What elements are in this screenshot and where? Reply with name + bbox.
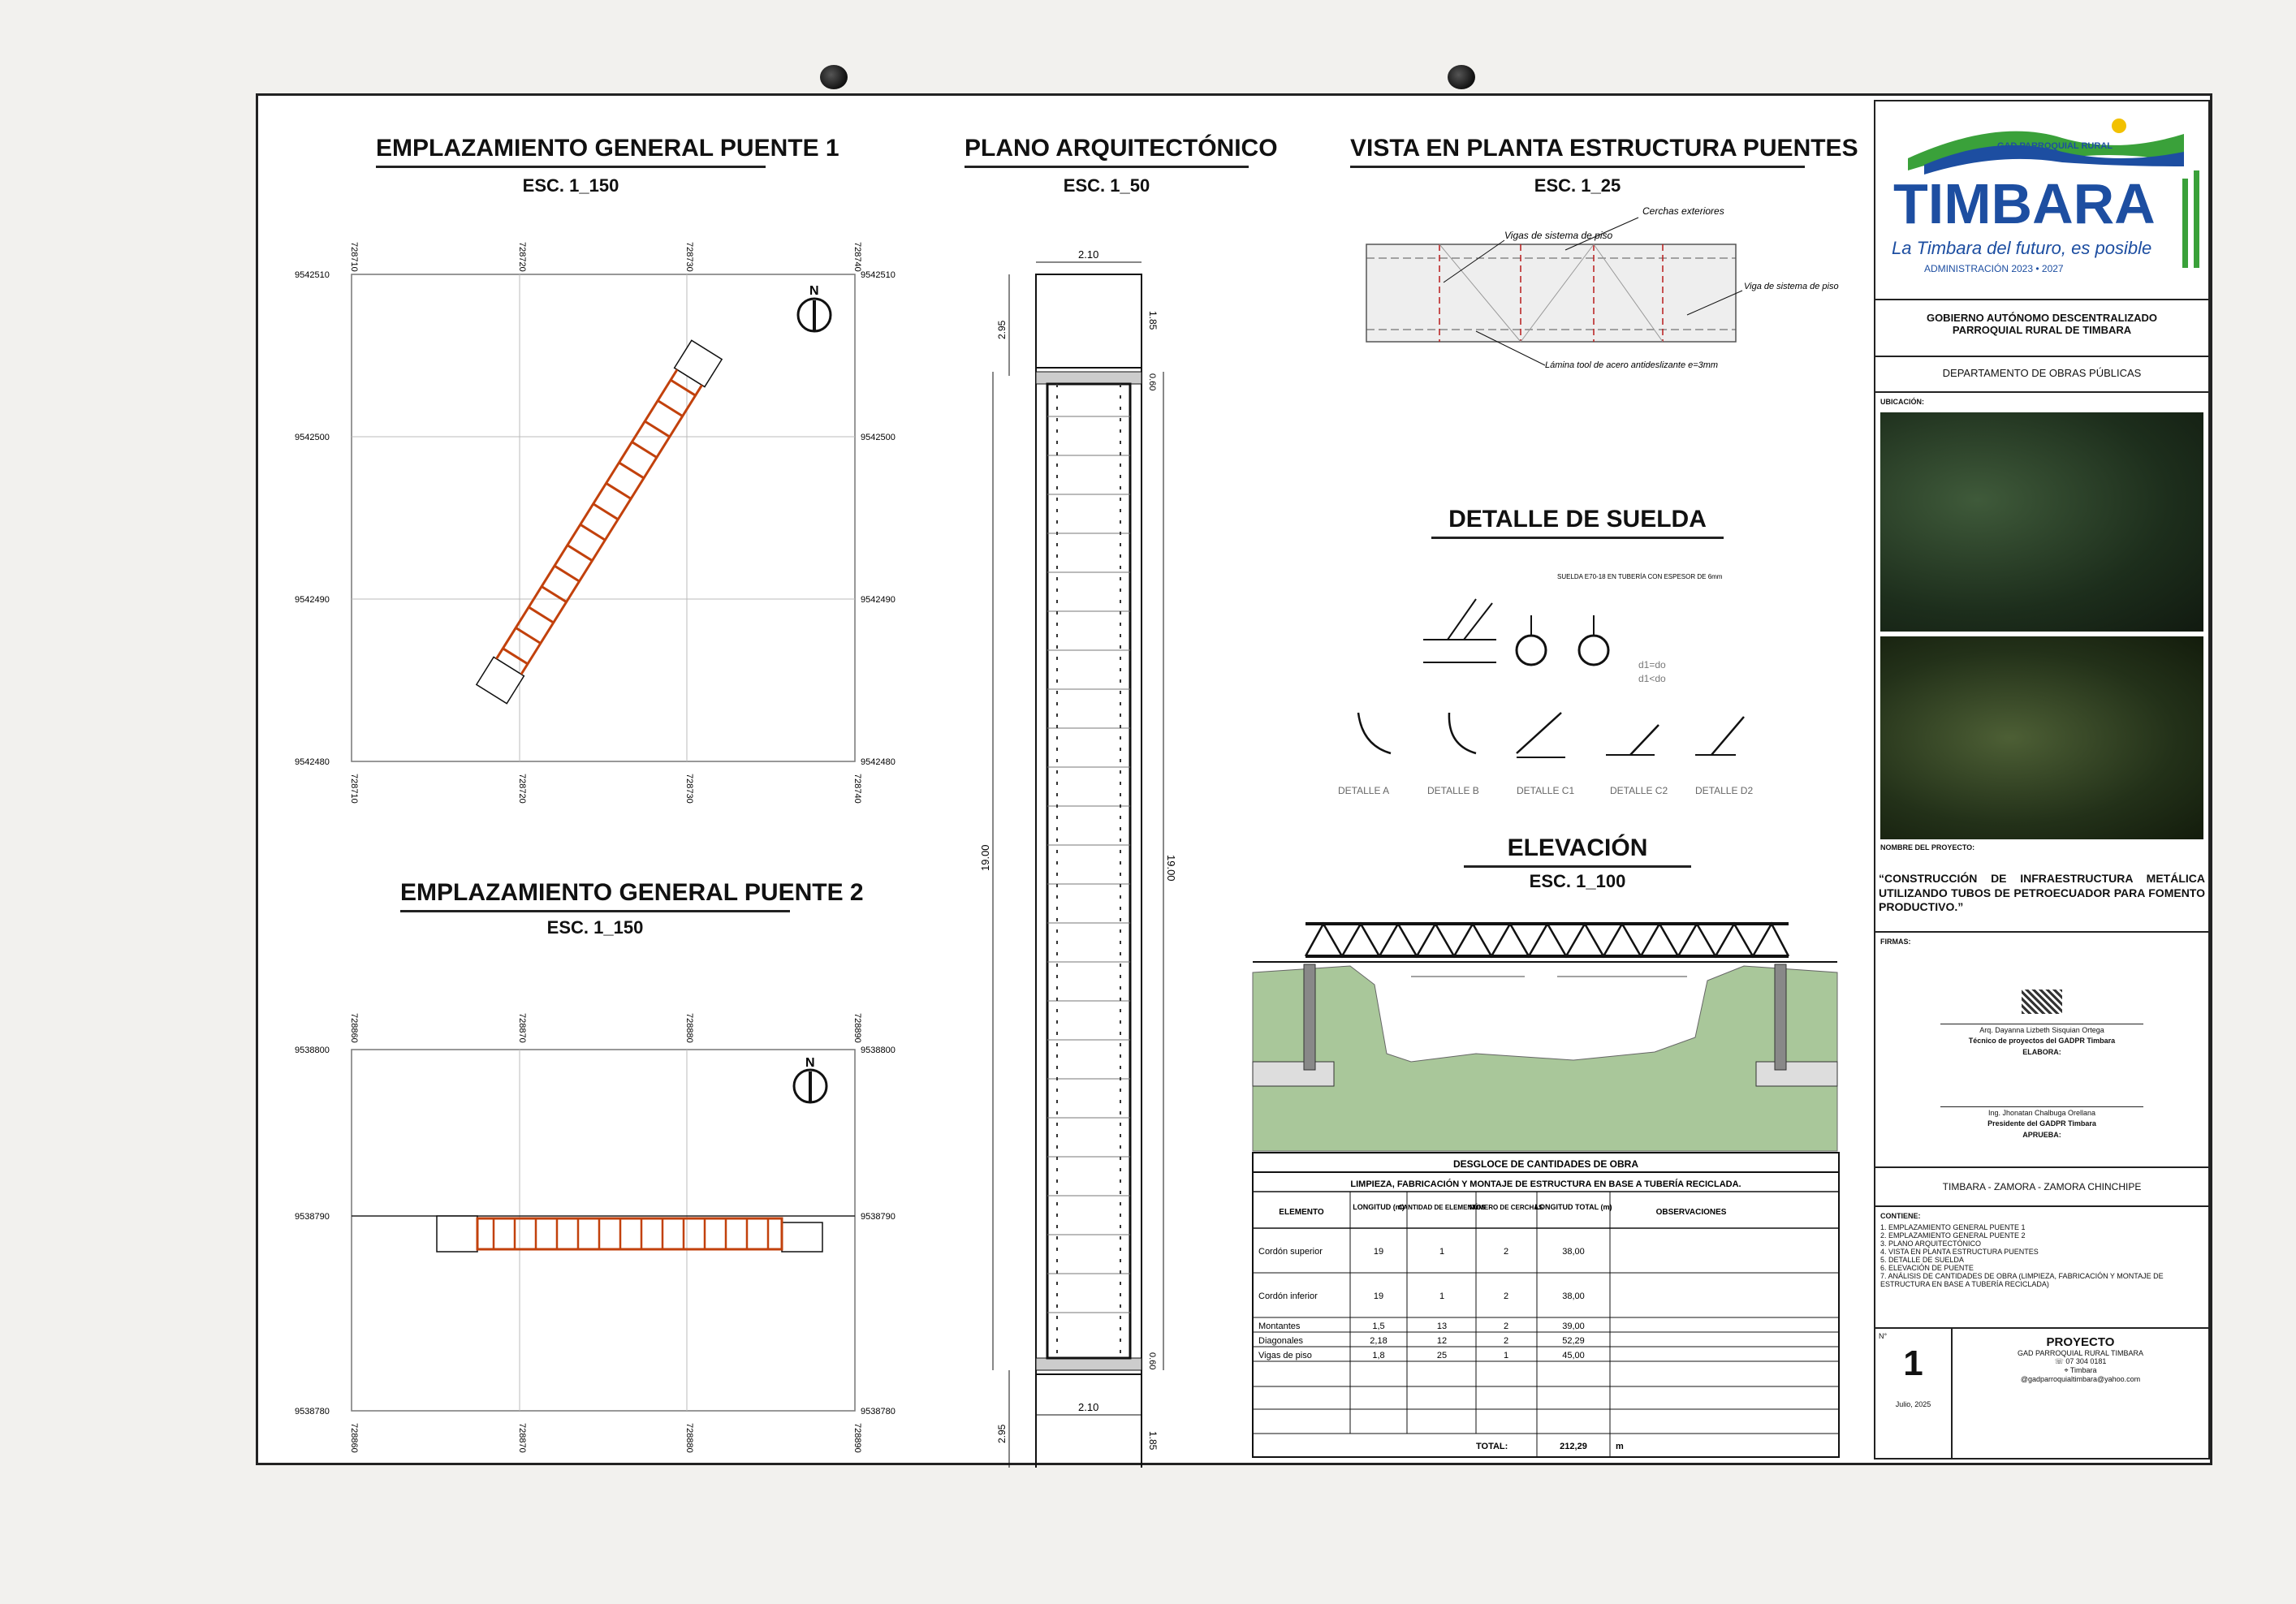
- phone-icon: ☏: [2054, 1357, 2066, 1365]
- location-text: TIMBARA - ZAMORA - ZAMORA CHINCHIPE: [1875, 1168, 2208, 1207]
- quantities-table: [1253, 1153, 1839, 1457]
- weld-detail-a: DETALLE A: [1338, 785, 1390, 796]
- site2-top-label: 728890: [852, 1013, 862, 1043]
- site1-right-label: 9542490: [861, 595, 896, 605]
- weld-title: DETALLE DE SUELDA: [1431, 506, 1724, 539]
- architectural-plan: [979, 248, 1177, 1468]
- site2-right-label: 9538800: [861, 1046, 896, 1055]
- contents-item: 2. EMPLAZAMIENTO GENERAL PUENTE 2: [1880, 1231, 2026, 1240]
- gov-line1: GOBIERNO AUTÓNOMO DESCENTRALIZADO: [1926, 312, 2158, 324]
- row-1-element: Cordón inferior: [1258, 1291, 1318, 1301]
- location-pin-icon: ⌖: [2064, 1366, 2070, 1374]
- gov-line2: PARROQUIAL RURAL DE TIMBARA: [1952, 324, 2132, 336]
- site2-left-label: 9538780: [295, 1407, 330, 1416]
- site2-left-label: 9538790: [295, 1212, 330, 1222]
- site2-top-label: 728870: [517, 1013, 527, 1043]
- row-2-count: 13: [1436, 1322, 1448, 1331]
- elevation-view: [1253, 908, 1837, 1151]
- col-element: ELEMENTO: [1279, 1208, 1324, 1217]
- elevation-scale: ESC. 1_100: [1529, 871, 1626, 891]
- col-count: CANTIDAD DE ELEMENTOS: [1398, 1204, 1486, 1211]
- signatures-label: FIRMAS:: [1880, 938, 1911, 946]
- site2-north: N: [805, 1056, 815, 1070]
- row-4-length: 1,8: [1372, 1351, 1385, 1360]
- thumbtack-right: [1448, 65, 1475, 89]
- site2-plan: [295, 1013, 896, 1453]
- site1-right-label: 9542510: [861, 270, 896, 280]
- total-label: TOTAL:: [1476, 1442, 1508, 1451]
- sign1-action: ELABORA:: [2022, 1048, 2061, 1056]
- structure-floor-beams-right: Viga de sistema de piso: [1744, 282, 1839, 291]
- weld-detail-d2: DETALLE D2: [1695, 785, 1754, 796]
- site1-right-label: 9542480: [861, 757, 896, 767]
- sheet-no: 1: [1903, 1343, 1923, 1383]
- col-total: LONGITUD TOTAL (m): [1534, 1203, 1612, 1211]
- sheet-date: Julio, 2025: [1895, 1400, 1931, 1408]
- col-trusses: NÚMERO DE CERCHAS: [1469, 1204, 1543, 1211]
- plan-top-left: 2.95: [996, 320, 1008, 339]
- site1-top-label: 728710: [349, 242, 359, 272]
- structure-floor-beams: Vigas de sistema de piso: [1504, 230, 1613, 241]
- weld-detail-c2: DETALLE C2: [1610, 785, 1668, 796]
- sun-icon: [2112, 119, 2126, 133]
- row-1-length: 19: [1373, 1291, 1384, 1301]
- site2-right-label: 9538780: [861, 1407, 896, 1416]
- site1-left-label: 9542510: [295, 270, 330, 280]
- plan-title: PLANO ARQUITECTÓNICO: [965, 135, 1249, 168]
- structure-plate: Lámina tool de acero antideslizante e=3mm: [1545, 360, 1719, 370]
- total-unit: m: [1616, 1442, 1624, 1451]
- plan-width-bottom: 2.10: [1078, 1401, 1099, 1413]
- title-block: [1874, 100, 2210, 1460]
- row-0-total: 38,00: [1562, 1247, 1585, 1257]
- weld-legend-1: d1=do: [1638, 659, 1666, 670]
- slogan: La Timbara del futuro, es posible: [1892, 238, 2152, 258]
- contents-box: [1875, 1207, 2208, 1329]
- contents-item: 7. ANÁLISIS DE CANTIDADES DE OBRA (LIMPIEZA, FABRICACIÓN Y MONTAJE DE ESTRUCTURA EN BASE A TUBERÍA RECICLADA): [1880, 1272, 2164, 1288]
- site1-right-label: 9542500: [861, 433, 896, 442]
- admin: ADMINISTRACIÓN 2023 • 2027: [1924, 263, 2064, 274]
- logo-top: GAD PARROQUIAL RURAL: [1997, 141, 2113, 151]
- site2-left-label: 9538800: [295, 1046, 330, 1055]
- row-3-trusses: 2: [1503, 1336, 1509, 1346]
- satellite-image-2: [1880, 636, 2203, 839]
- weld-note: SUELDA E70-18 EN TUBERÍA CON ESPESOR DE 6mm: [1557, 573, 1723, 580]
- contents-item: 4. VISTA EN PLANTA ESTRUCTURA PUENTES: [1880, 1248, 2039, 1256]
- thumbtack-left: [820, 65, 848, 89]
- plan-bottom-left: 2.95: [996, 1424, 1008, 1443]
- site1-bottom-label: 728720: [517, 774, 527, 804]
- row-2-total: 39,00: [1562, 1322, 1585, 1331]
- site2-bottom-label: 728870: [517, 1423, 527, 1453]
- logo-name: TIMBARA: [1893, 172, 2156, 235]
- structure-chords: Cerchas exteriores: [1642, 205, 1724, 217]
- row-1-count: 1: [1439, 1291, 1445, 1301]
- site1-scale: ESC. 1_150: [522, 175, 619, 196]
- site2-bottom-label: 728890: [852, 1423, 862, 1453]
- project-box-title: PROYECTO: [2046, 1335, 2115, 1349]
- row-3-count: 12: [1436, 1336, 1448, 1346]
- sign2-name: Ing. Jhonatan Chalbuga Orellana: [1940, 1106, 2143, 1117]
- plan-bottom-right: 1.85: [1147, 1431, 1159, 1451]
- site1-top-label: 728740: [852, 242, 862, 272]
- plan-top-right: 1.85: [1147, 311, 1159, 330]
- site1-bottom-label: 728710: [349, 774, 359, 804]
- contents-item: 5. DETALLE DE SUELDA: [1880, 1256, 1964, 1264]
- plan-top-right2: 0.60: [1147, 373, 1157, 391]
- contents-item: 6. ELEVACIÓN DE PUENTE: [1880, 1264, 1974, 1272]
- plan-bottom-right2: 0.60: [1147, 1352, 1157, 1370]
- weld-legend-2: d1<do: [1638, 673, 1666, 684]
- plan-height-left: 19.00: [979, 844, 991, 871]
- site1-plan: [295, 242, 896, 804]
- project-label: NOMBRE DEL PROYECTO:: [1880, 843, 1975, 852]
- row-3-length: 2,18: [1370, 1336, 1388, 1346]
- site1-left-label: 9542500: [295, 433, 330, 442]
- row-0-element: Cordón superior: [1258, 1247, 1323, 1257]
- total-value: 212,29: [1560, 1442, 1587, 1451]
- quantities-title: DESGLOCE DE CANTIDADES DE OBRA: [1452, 1158, 1639, 1170]
- site1-title: EMPLAZAMIENTO GENERAL PUENTE 1: [376, 135, 766, 168]
- row-0-length: 19: [1373, 1247, 1384, 1257]
- row-4-count: 25: [1436, 1351, 1448, 1360]
- bridge1-outline: [477, 340, 722, 703]
- row-2-element: Montantes: [1258, 1322, 1301, 1331]
- site1-left-label: 9542490: [295, 595, 330, 605]
- row-2-length: 1,5: [1372, 1322, 1385, 1331]
- email: @gadparroquialtimbara@yahoo.com: [2020, 1375, 2141, 1383]
- city: Timbara: [2069, 1366, 2097, 1374]
- row-2-trusses: 2: [1503, 1322, 1509, 1331]
- drawing-sheet: [256, 93, 2212, 1465]
- sheet-info: [1875, 1329, 2208, 1459]
- col-notes: OBSERVACIONES: [1655, 1208, 1727, 1217]
- site2-top-label: 728860: [349, 1013, 359, 1043]
- sign1-role: Técnico de proyectos del GADPR Timbara: [1968, 1037, 2116, 1045]
- quantities-subtitle: LIMPIEZA, FABRICACIÓN Y MONTAJE DE ESTRUCTURA EN BASE A TUBERÍA RECICLADA.: [1350, 1179, 1741, 1189]
- row-3-total: 52,29: [1562, 1336, 1585, 1346]
- row-4-total: 45,00: [1562, 1351, 1585, 1360]
- row-1-trusses: 2: [1503, 1291, 1509, 1301]
- elevation-title: ELEVACIÓN: [1464, 834, 1691, 868]
- sign2-action: APRUEBA:: [2022, 1131, 2061, 1139]
- site2-scale: ESC. 1_150: [546, 917, 644, 938]
- sheet-no-label: N°: [1879, 1332, 1888, 1340]
- site2-right-label: 9538790: [861, 1212, 896, 1222]
- contents-label: CONTIENE:: [1880, 1212, 1921, 1220]
- plan-height-right: 19.00: [1165, 855, 1177, 882]
- site2-title: EMPLAZAMIENTO GENERAL PUENTE 2: [400, 879, 790, 912]
- timbara-logo: [1875, 101, 2208, 300]
- site1-left-label: 9542480: [295, 757, 330, 767]
- weld-detail-b: DETALLE B: [1427, 785, 1479, 796]
- government-box: [1875, 300, 2208, 357]
- row-0-count: 1: [1439, 1247, 1445, 1257]
- plan-width-top: 2.10: [1078, 248, 1099, 261]
- phone: 07 304 0181: [2065, 1357, 2107, 1365]
- row-1-total: 38,00: [1562, 1291, 1585, 1301]
- structure-title: VISTA EN PLANTA ESTRUCTURA PUENTES: [1350, 135, 1805, 168]
- site1-top-label: 728730: [684, 242, 694, 272]
- site2-bottom-label: 728860: [349, 1423, 359, 1453]
- location-box: [1875, 393, 2208, 933]
- row-4-trusses: 1: [1503, 1351, 1509, 1360]
- structure-plan: [1366, 205, 1839, 370]
- contents-item: 1. EMPLAZAMIENTO GENERAL PUENTE 1: [1880, 1223, 2026, 1231]
- sign2-role: Presidente del GADPR Timbara: [1987, 1119, 2096, 1128]
- row-0-trusses: 2: [1503, 1247, 1509, 1257]
- row-3-element: Diagonales: [1258, 1336, 1304, 1346]
- site1-top-label: 728720: [517, 242, 527, 272]
- project-box-org: GAD PARROQUIAL RURAL TIMBARA: [2017, 1349, 2144, 1357]
- row-4-element: Vigas de piso: [1258, 1351, 1312, 1360]
- site2-top-label: 728880: [684, 1013, 694, 1043]
- weld-detail-c1: DETALLE C1: [1517, 785, 1575, 796]
- satellite-image-1: [1880, 412, 2203, 632]
- plan-scale: ESC. 1_50: [1063, 175, 1150, 196]
- location-label: UBICACIÓN:: [1880, 398, 1924, 406]
- weld-detail: [1338, 573, 1753, 796]
- logo-area: [1875, 101, 2208, 300]
- signatures-box: [1875, 933, 2208, 1168]
- bridge2-outline: [437, 1216, 822, 1252]
- site2-bottom-label: 728880: [684, 1423, 694, 1453]
- site1-north: N: [809, 284, 819, 298]
- project-name: “CONSTRUCCIÓN DE INFRAESTRUCTURA METÁLICA UTILIZANDO TUBOS DE PETROECUADOR PARA FOMENTO PRODUCTIVO.”: [1879, 872, 2205, 913]
- col-length: LONGITUD (m): [1353, 1203, 1405, 1211]
- contents-item: 3. PLANO ARQUITECTÓNICO: [1880, 1240, 1982, 1248]
- department-box: DEPARTAMENTO DE OBRAS PÚBLICAS: [1875, 357, 2208, 393]
- sign1-name: Arq. Dayanna Lizbeth Sisquian Ortega: [1940, 1024, 2143, 1034]
- signature-qr-icon: [2022, 990, 2062, 1014]
- structure-scale: ESC. 1_25: [1534, 175, 1621, 196]
- site1-bottom-label: 728730: [684, 774, 694, 804]
- site1-bottom-label: 728740: [852, 774, 862, 804]
